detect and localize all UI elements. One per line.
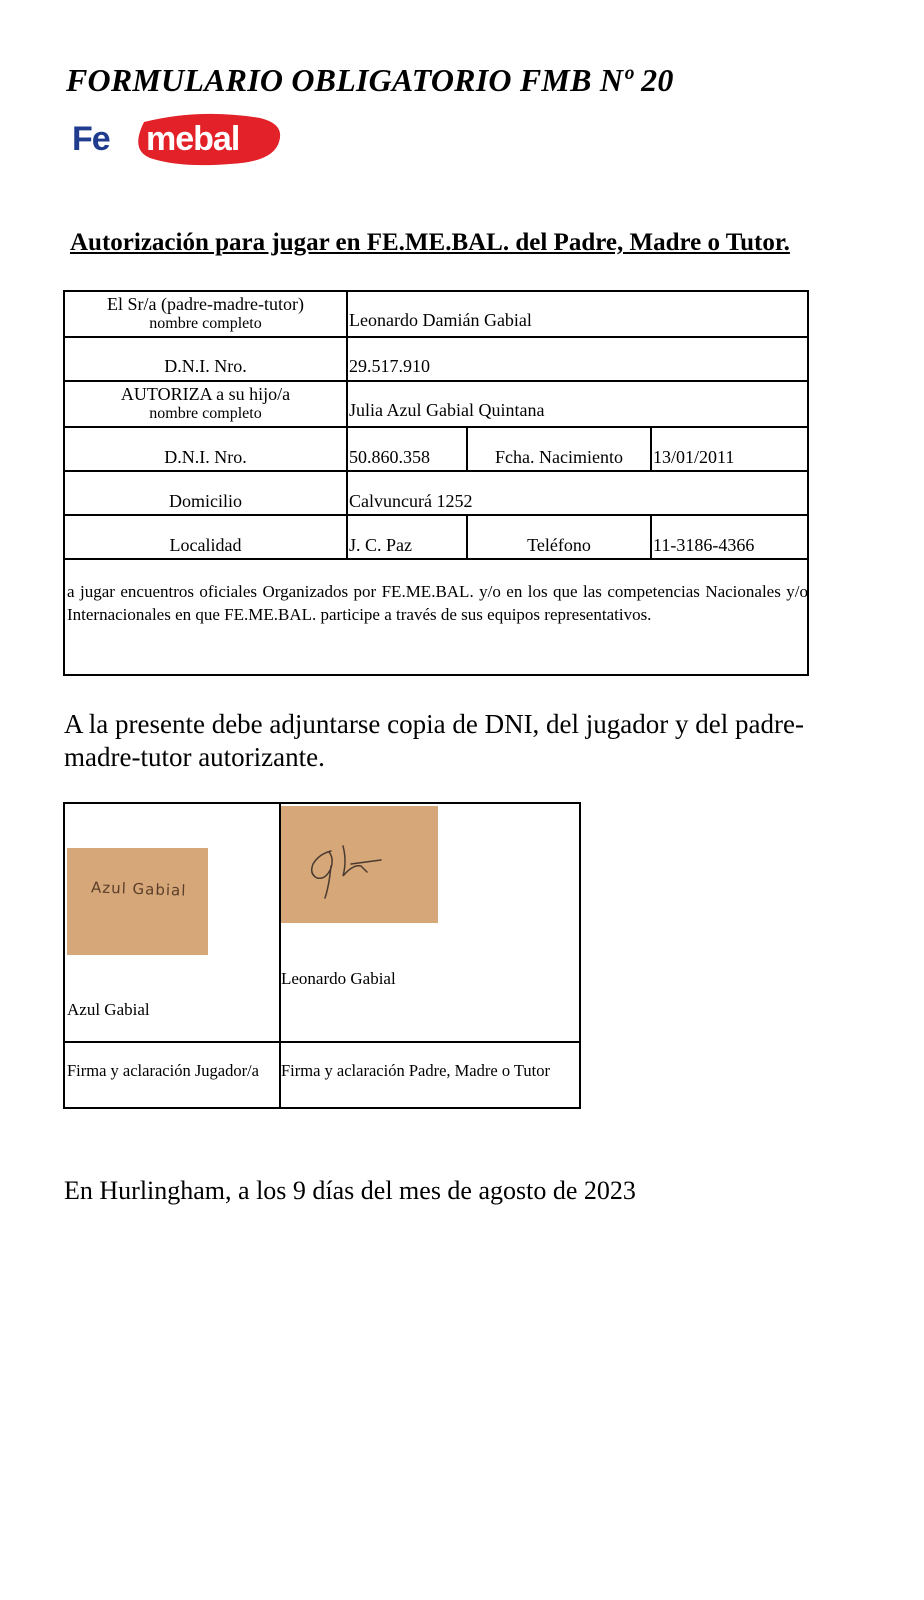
child-dni-label: D.N.I. Nro. xyxy=(164,447,247,467)
permission-text: a jugar encuentros oficiales Organizados por FE.ME.BAL. y/o en los que las competencias Nacionales y/o Internacionales en que FE.ME.BAL. participe a través de sus equipos representativos. xyxy=(67,582,808,624)
place-and-date: En Hurlingham, a los 9 días del mes de agosto de 2023 xyxy=(64,1176,636,1205)
locality-label: Localidad xyxy=(169,535,242,555)
guardian-label-line2: nombre completo xyxy=(149,315,262,332)
guardian-label xyxy=(65,294,346,334)
player-signature-caption: Firma y aclaración Jugador/a xyxy=(67,1061,259,1080)
phone: 11-3186-4366 xyxy=(653,535,755,555)
authorization-table xyxy=(63,290,809,676)
child-label-line1: AUTORIZA a su hijo/a xyxy=(120,384,291,404)
phone-label: Teléfono xyxy=(527,535,591,555)
guardian-signature-image xyxy=(281,806,438,923)
birth-date-label: Fcha. Nacimiento xyxy=(495,447,623,467)
guardian-name: Leonardo Damián Gabial xyxy=(349,310,532,330)
femebal-logo xyxy=(70,112,285,167)
svg-text:Fe: Fe xyxy=(72,120,110,158)
guardian-dni: 29.517.910 xyxy=(349,356,430,376)
address: Calvuncurá 1252 xyxy=(349,491,473,511)
player-signature-handwriting: Azul Gabial xyxy=(90,878,187,900)
svg-text:mebal: mebal xyxy=(146,120,240,158)
signature-table xyxy=(63,802,581,1109)
attachment-notice: A la presente debe adjuntarse copia de DNI, del jugador y del padre-madre-tutor autorizante. xyxy=(64,709,804,772)
child-label xyxy=(65,384,346,424)
birth-date: 13/01/2011 xyxy=(653,447,735,467)
guardian-signature-caption: Firma y aclaración Padre, Madre o Tutor xyxy=(281,1061,550,1080)
player-name: Azul Gabial xyxy=(67,1000,150,1019)
child-dni: 50.860.358 xyxy=(349,447,430,467)
locality: J. C. Paz xyxy=(349,535,412,555)
player-signature-image xyxy=(67,848,208,955)
child-label-line2: nombre completo xyxy=(149,405,262,422)
guardian-dni-label: D.N.I. Nro. xyxy=(164,356,247,376)
form-title: FORMULARIO OBLIGATORIO FMB Nº 20 xyxy=(66,62,674,98)
guardian-label-line1: El Sr/a (padre-madre-tutor) xyxy=(107,294,304,314)
child-name: Julia Azul Gabial Quintana xyxy=(349,400,545,420)
document-subtitle: Autorización para jugar en FE.ME.BAL. del Padre, Madre o Tutor. xyxy=(70,229,790,256)
guardian-signature-scribble xyxy=(281,806,438,923)
guardian-name: Leonardo Gabial xyxy=(281,969,396,988)
address-label: Domicilio xyxy=(169,491,242,511)
